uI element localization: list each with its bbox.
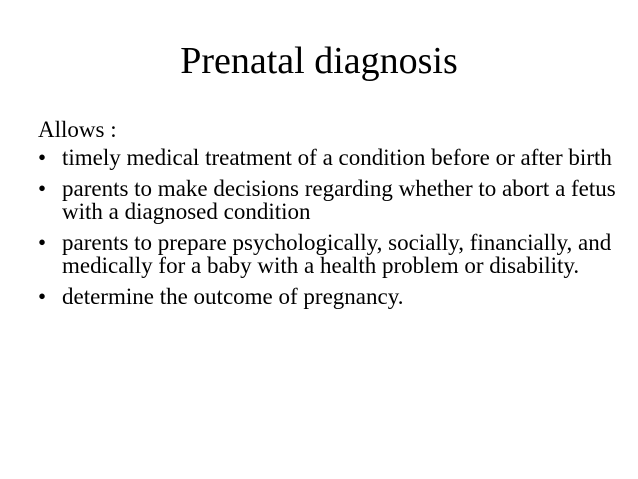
bullet-list <box>38 146 618 316</box>
slide-title: Prenatal diagnosis <box>180 40 458 82</box>
bullet-icon: • <box>38 284 47 309</box>
bullet-text: parents to prepare psychologically, socially, financially, and medically for a baby with a health problem or disability. <box>62 230 612 278</box>
bullet-text: parents to make decisions regarding whether to abort a fetus with a diagnosed condition <box>62 176 616 224</box>
bullet-item-decisions <box>38 177 618 223</box>
bullet-item-prepare <box>38 231 618 277</box>
bullet-icon: • <box>38 145 47 170</box>
bullet-icon: • <box>38 230 47 255</box>
intro-text: Allows : <box>38 117 117 142</box>
bullet-item-outcome <box>38 285 618 308</box>
bullet-icon: • <box>38 176 47 201</box>
bullet-item-treatment <box>38 146 618 169</box>
bullet-text: determine the outcome of pregnancy. <box>62 284 404 309</box>
bullet-text: timely medical treatment of a condition before or after birth <box>62 145 612 170</box>
